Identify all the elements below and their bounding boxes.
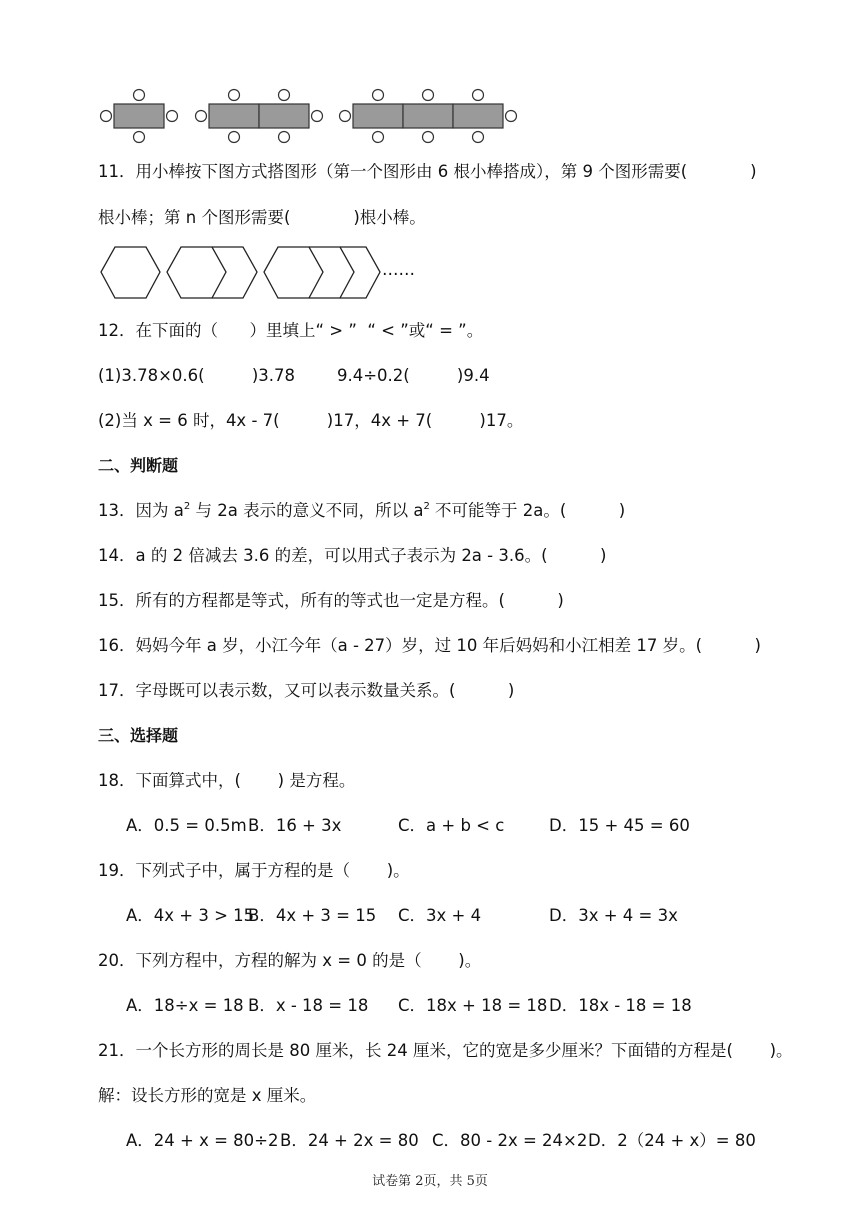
q19-option-c[interactable]: C．3x + 4 [398,906,482,925]
q16: 16．妈妈今年 a 岁，小江今年（a - 27）岁，过 10 年后妈妈和小江相差 17 岁。( ) [98,636,761,655]
section-judgment-title: 二、判断题 [98,456,179,475]
q20-option-b[interactable]: B．x - 18 = 18 [248,996,369,1015]
q18-option-d[interactable]: D．15 + 45 = 60 [549,816,690,835]
q20-option-c[interactable]: C．18x + 18 = 18 [398,996,548,1015]
q21-solution: 解：设长方形的宽是 x 厘米。 [98,1086,317,1105]
q20-option-d[interactable]: D．18x - 18 = 18 [549,996,692,1015]
q13-sup2: 2 [423,501,430,512]
q11-line2: 根小棒；第 n 个图形需要( )根小棒。 [98,208,426,227]
page-footer: 试卷第 2页，共 5页 [372,1174,488,1189]
hexagon-1 [101,247,160,298]
q21-option-d[interactable]: D．2（24 + x）= 80 [588,1131,756,1150]
q11-line1: 11．用小棒按下图方式搭图形（第一个图形由 6 根小棒搭成），第 9 个图形需要( ) [98,162,757,181]
section-choice-title: 三、选择题 [98,726,179,745]
q21-option-c[interactable]: C．80 - 2x = 24×2 [432,1131,588,1150]
q18-stem: 18．下面算式中，( ) 是方程。 [98,771,356,790]
hexagon-sticks-figure [0,0,860,310]
q19-option-a[interactable]: A．4x + 3 > 15 [126,906,255,925]
q18-option-c[interactable]: C．a + b < c [398,816,505,835]
q20-option-a[interactable]: A．18÷x = 18 [126,996,244,1015]
q18-option-b[interactable]: B．16 + 3x [248,816,342,835]
q13-part-a: 13．因为 a [98,501,184,520]
q21-option-a[interactable]: A．24 + x = 80÷2 [126,1131,279,1150]
chevron-3b [340,247,380,298]
q12-part2: (2)当 x = 6 时，4x - 7( )17，4x + 7( )17。 [98,411,524,430]
hexagon-2 [167,247,226,298]
q17: 17．字母既可以表示数，又可以表示数量关系。( ) [98,681,515,700]
chevron-3a [309,247,354,298]
q13-sup1: 2 [183,501,191,512]
q12-part1: (1)3.78×0.6( )3.78 9.4÷0.2( )9.4 [98,366,490,385]
q18-option-a[interactable]: A．0.5 = 0.5m [126,816,247,835]
q19-stem: 19．下列式子中，属于方程的是（ )。 [98,861,410,880]
q14: 14．a 的 2 倍减去 3.6 的差，可以用式子表示为 2a - 3.6。( ) [98,546,607,565]
q19-option-d[interactable]: D．3x + 4 = 3x [549,906,678,925]
q12-stem: 12．在下面的（ ）里填上“ > ” “ < ”或“ = ”。 [98,321,484,340]
hexagon-3 [264,247,323,298]
q13 [98,500,625,522]
q21-stem: 21．一个长方形的周长是 80 厘米，长 24 厘米，它的宽是多少厘米？下面错的方程是( )。 [98,1041,793,1060]
q15: 15．所有的方程都是等式，所有的等式也一定是方程。( ) [98,591,564,610]
ellipsis: …… [382,260,415,279]
chevron-2a [212,247,257,298]
q13-part-b: 与 2a 表示的意义不同，所以 a [190,501,424,520]
q19-option-b[interactable]: B．4x + 3 = 15 [248,906,377,925]
q21-option-b[interactable]: B．24 + 2x = 80 [280,1131,419,1150]
q20-stem: 20．下列方程中，方程的解为 x = 0 的是（ )。 [98,951,482,970]
q13-part-c: 不可能等于 2a。( ) [429,501,626,520]
